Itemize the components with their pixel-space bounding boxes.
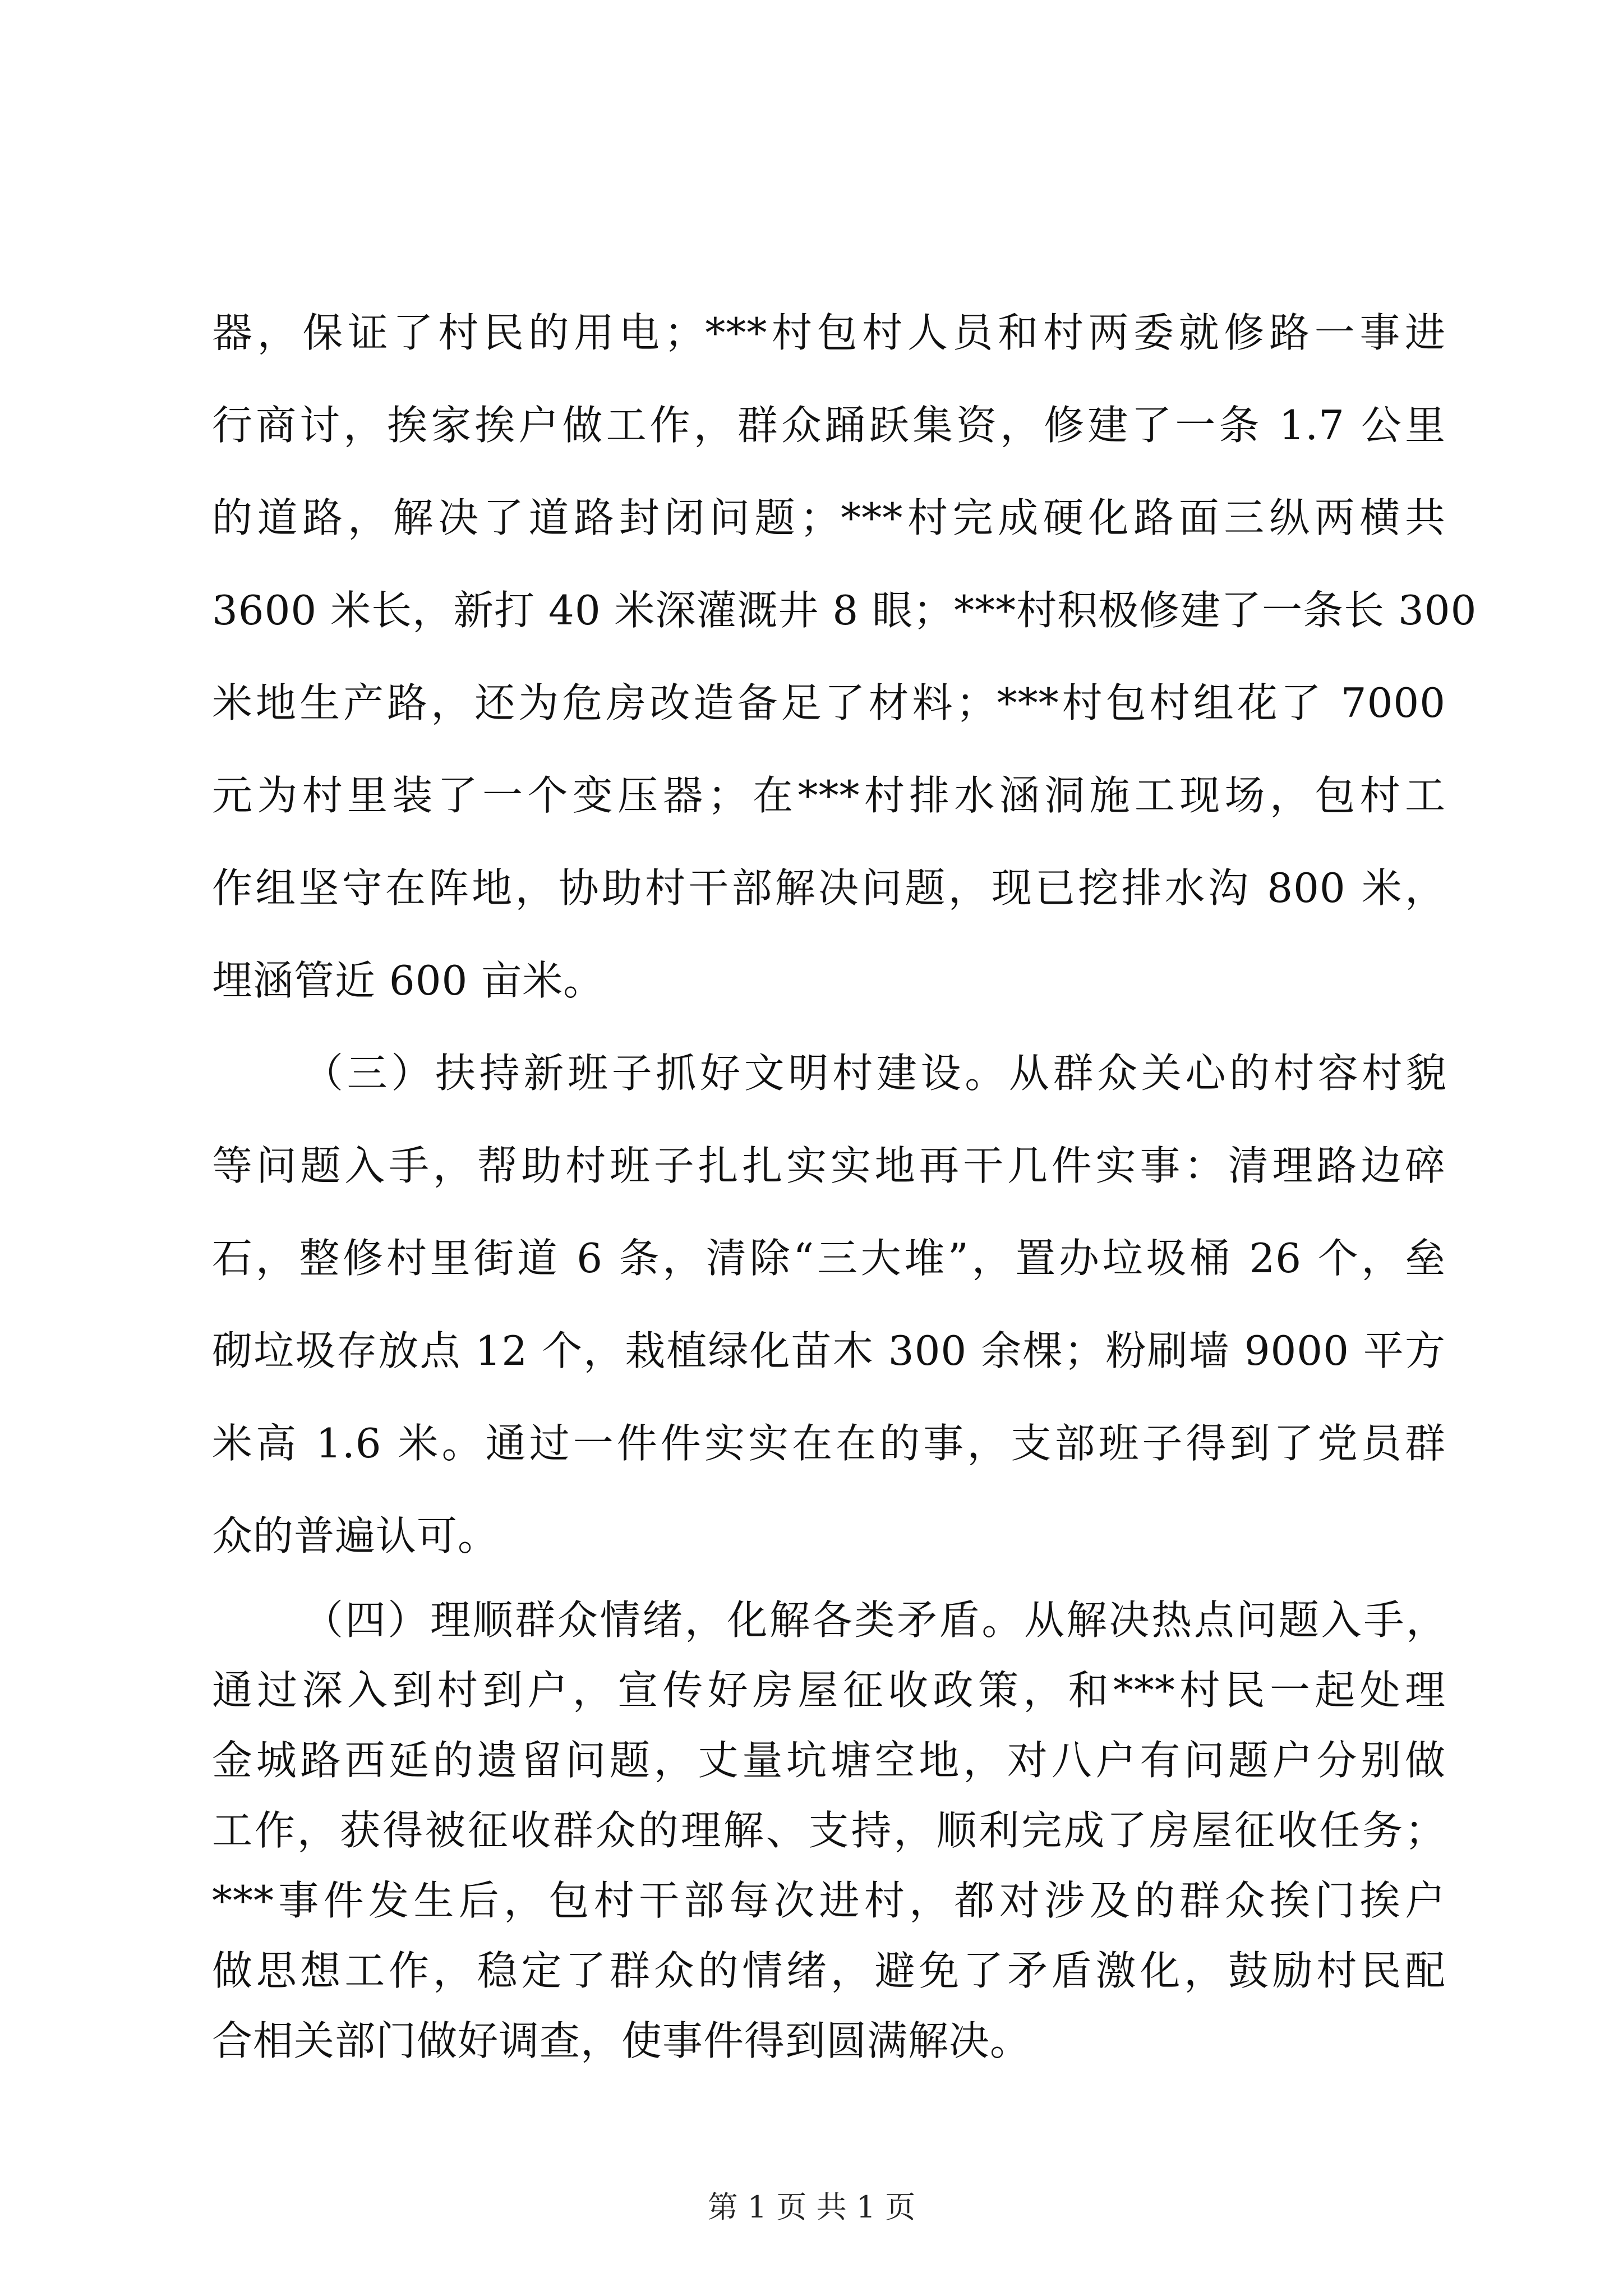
text-line: 金城路西延的遗留问题，丈量坑塘空地，对八户有问题户分别做 bbox=[212, 1737, 1446, 1784]
text-line: 通过深入到村到户，宣传好房屋征收政策，和***村民一起处理 bbox=[212, 1667, 1446, 1714]
text-line: 米高 1.6 米。通过一件件实实在在的事，支部班子得到了党员群 bbox=[212, 1420, 1446, 1467]
text-line: 作组坚守在阵地，协助村干部解决问题，现已挖排水沟 800 米， bbox=[212, 864, 1446, 912]
page-footer: 第 1 页 共 1 页 bbox=[707, 2189, 916, 2225]
section-heading-line: （三）扶持新班子抓好文明村建设。从群众关心的村容村貌 bbox=[303, 1050, 1447, 1097]
text-line: 的道路，解决了道路封闭问题；***村完成硬化路面三纵两横共 bbox=[212, 494, 1446, 541]
text-line: 做思想工作，稳定了群众的情绪，避免了矛盾激化，鼓励村民配 bbox=[212, 1947, 1446, 1994]
text-line: 石，整修村里街道 6 条，清除“三大堆”，置办垃圾桶 26 个，垒 bbox=[212, 1235, 1446, 1282]
paragraph-last-line: 众的普遍认可。 bbox=[212, 1512, 499, 1559]
text-line: 行商讨，挨家挨户做工作，群众踊跃集资，修建了一条 1.7 公里 bbox=[212, 402, 1446, 449]
text-line: 元为村里装了一个变压器；在***村排水涵洞施工现场，包村工 bbox=[212, 772, 1446, 819]
section-heading-line: （四）理顺群众情绪，化解各类矛盾。从解决热点问题入手， bbox=[303, 1596, 1447, 1644]
text-line: 等问题入手，帮助村班子扎扎实实地再干几件实事：清理路边碎 bbox=[212, 1142, 1446, 1189]
text-line: 器，保证了村民的用电；***村包村人员和村两委就修路一事进 bbox=[212, 309, 1446, 356]
text-line: ***事件发生后，包村干部每次进村，都对涉及的群众挨门挨户 bbox=[212, 1877, 1446, 1924]
paragraph-last-line: 合相关部门做好调查，使事件得到圆满解决。 bbox=[212, 2017, 1031, 2064]
text-line: 3600 米长，新打 40 米深灌溉井 8 眼；***村积极修建了一条长 300 bbox=[212, 587, 1477, 634]
text-line: 砌垃圾存放点 12 个，栽植绿化苗木 300 余棵；粉刷墙 9000 平方 bbox=[212, 1327, 1446, 1374]
paragraph-last-line: 埋涵管近 600 亩米。 bbox=[212, 957, 605, 1004]
text-line: 米地生产路，还为危房改造备足了材料；***村包村组花了 7000 bbox=[212, 679, 1446, 726]
text-line: 工作，获得被征收群众的理解、支持，顺利完成了房屋征收任务； bbox=[212, 1807, 1446, 1854]
